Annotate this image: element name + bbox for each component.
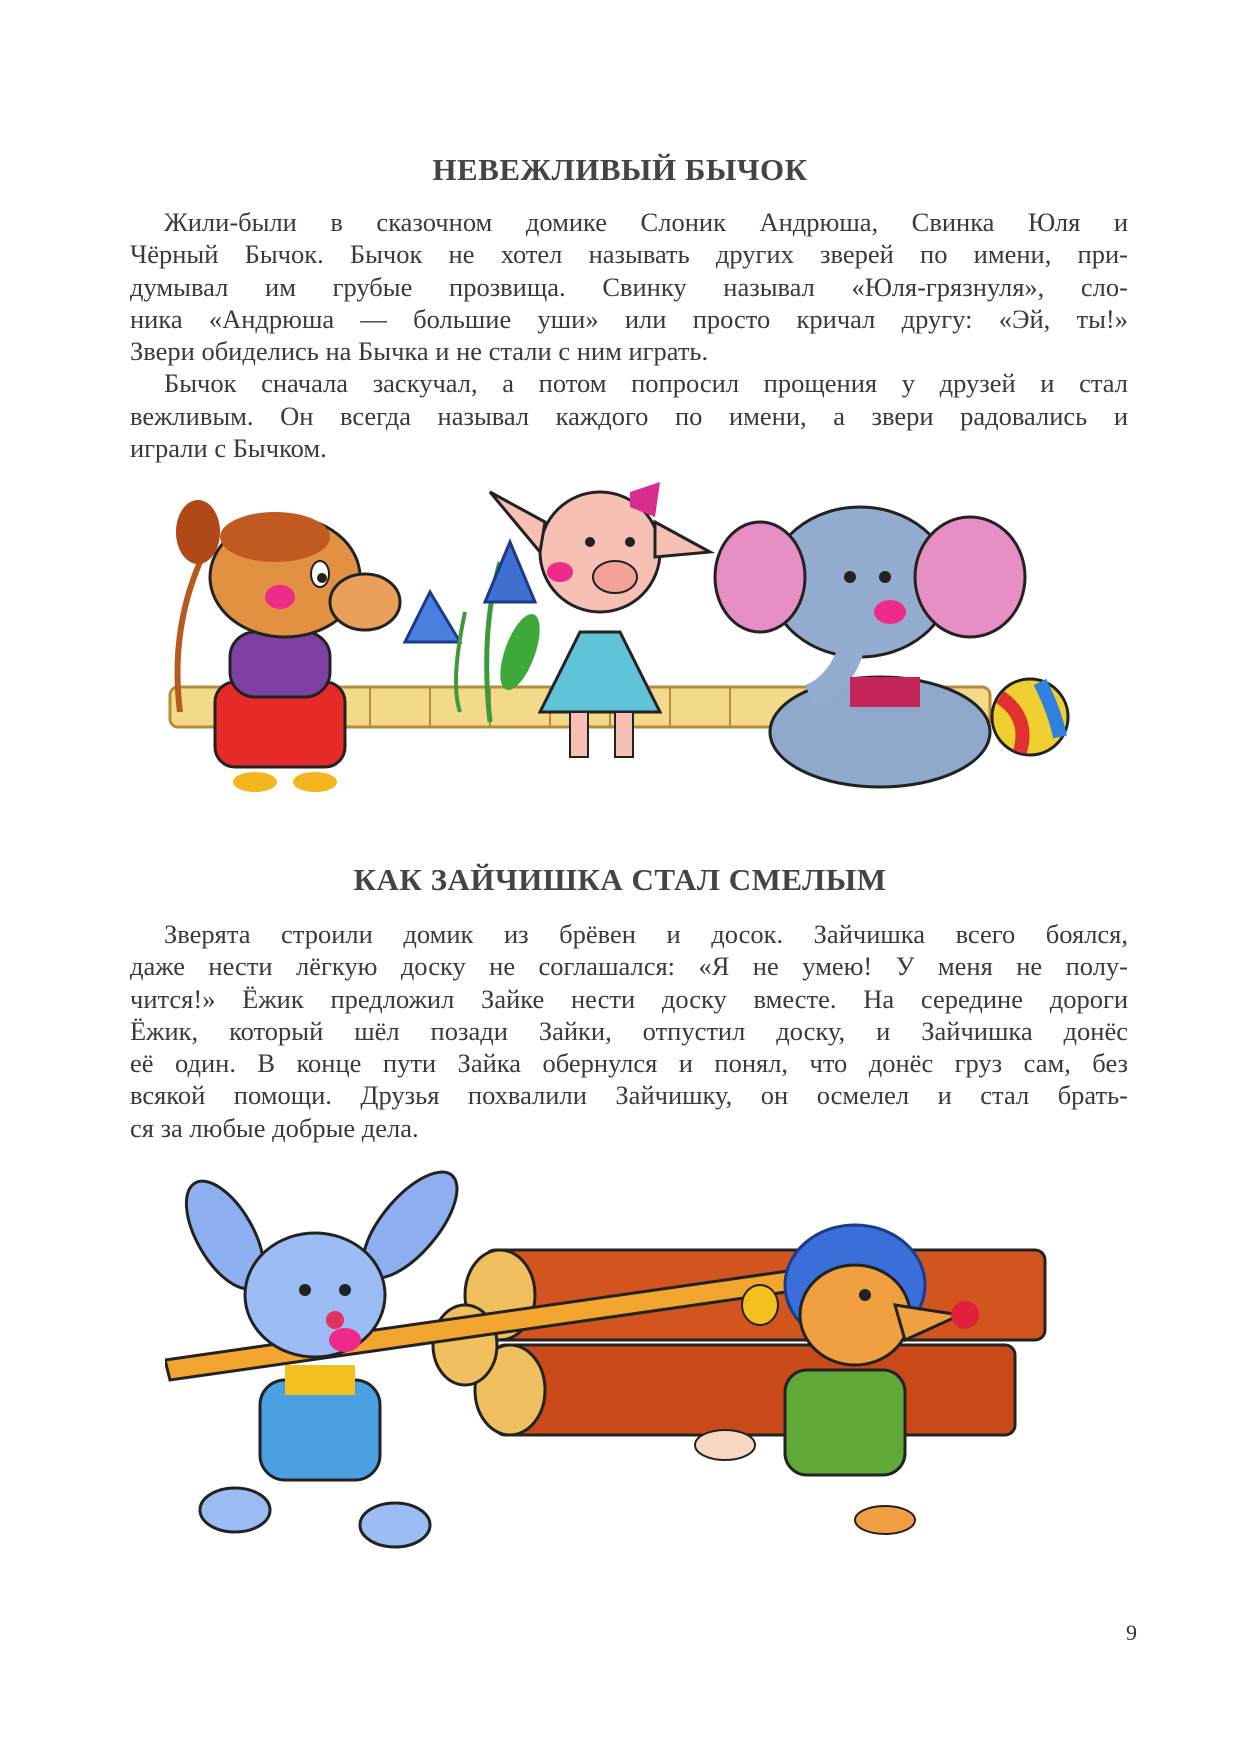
- text-line: вежливым. Он всегда называл каждого по имени, а звери радовались и: [130, 400, 1128, 431]
- text-line: Чёрный Бычок. Бычок не хотел называть других зверей по имени, при-: [130, 239, 1128, 270]
- text-line: Бычок сначала заскучал, а потом попросил прощения у друзей и стал: [164, 368, 1128, 399]
- text-line: ника «Андрюша — большие уши» или просто кричал другу: «Эй, ты!»: [130, 303, 1128, 334]
- text-line: Звери обиделись на Бычка и не стали с ним играть.: [130, 336, 709, 367]
- bull-character: [176, 500, 400, 792]
- ball: [992, 679, 1068, 755]
- text-line: играли с Бычком.: [130, 433, 327, 464]
- story-title-1: НЕВЕЖЛИВЫЙ БЫЧОК: [432, 152, 808, 187]
- page-number: 9: [1126, 1620, 1137, 1645]
- text-line: Зверята строили домик из брёвен и досок. Зайчишка всего боялся,: [164, 919, 1128, 949]
- story-text-2: [130, 918, 1128, 1144]
- story-text-1: [130, 206, 1128, 464]
- illustration-bull-pig-elephant: [160, 482, 1110, 802]
- elephant-character: [715, 507, 1025, 787]
- illustration-hare-hedgehog: [165, 1165, 1085, 1565]
- text-line: чится!» Ёжик предложил Зайке нести доску вместе. На середине дороги: [130, 983, 1128, 1014]
- story-title-2: КАК ЗАЙЧИШКА СТАЛ СМЕЛЫМ: [353, 862, 887, 897]
- text-line: даже нести лёгкую доску не соглашался: «Я не умею! У меня не полу-: [130, 951, 1128, 982]
- text-line: ся за любые добрые дела.: [130, 1112, 419, 1143]
- text-line: Жили-были в сказочном домике Слоник Андрюша, Свинка Юля и: [164, 207, 1128, 237]
- text-line: её один. В конце пути Зайка обернулся и понял, что донёс груз сам, без: [130, 1048, 1128, 1079]
- text-line: Ёжик, который шёл позади Зайки, отпустил доску, и Зайчишка донёс: [130, 1015, 1128, 1046]
- text-line: думывал им грубые прозвища. Свинку называл «Юля-грязнуля», сло-: [130, 271, 1128, 302]
- text-line: всякой помощи. Друзья похвалили Зайчишку, он осмелел и стал брать-: [130, 1080, 1128, 1111]
